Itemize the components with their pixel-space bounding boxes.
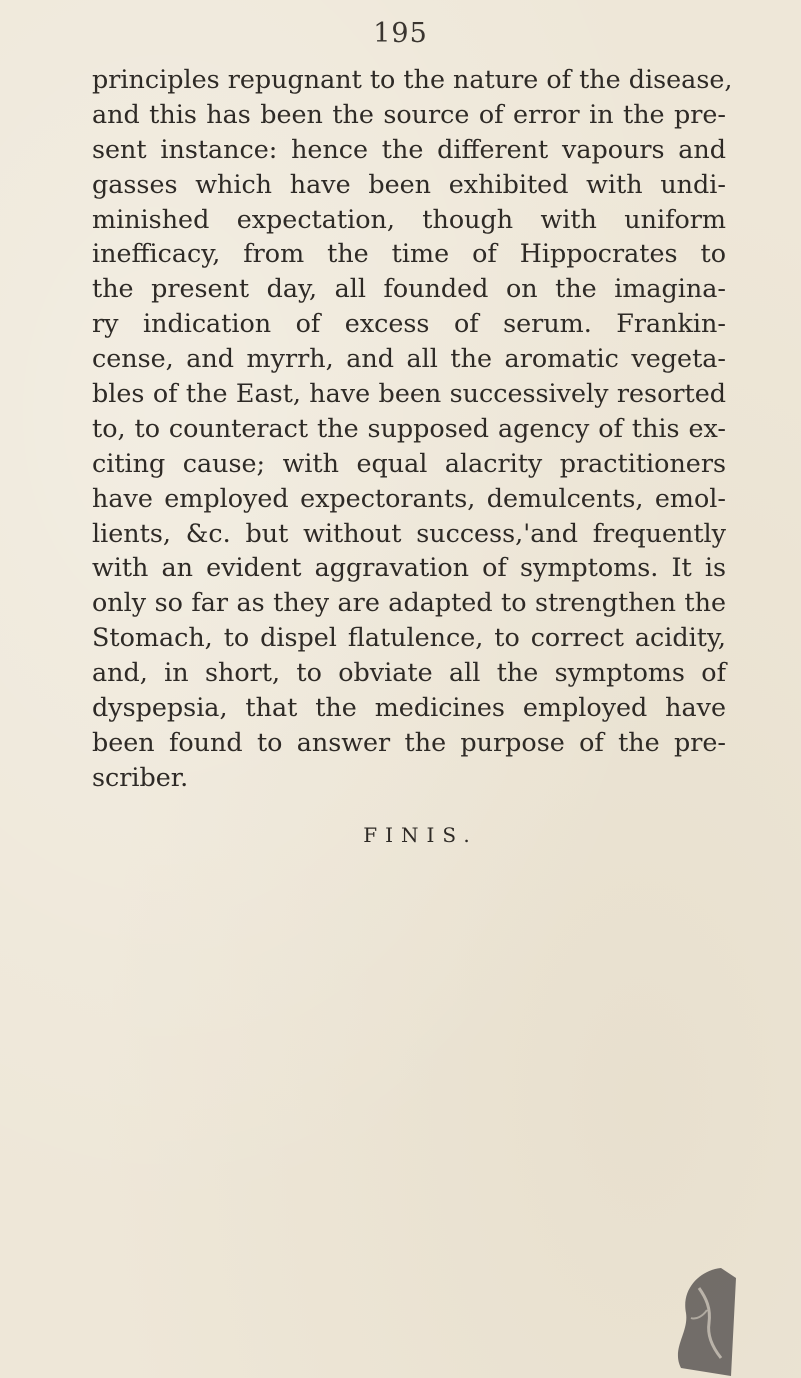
text-line: and this has been the source of error in the pre- (92, 98, 726, 129)
library-stamp-icon (651, 1258, 741, 1378)
text-line: been found to answer the purpose of the pre- (92, 726, 726, 757)
text-line: scriber. (92, 761, 189, 792)
text-line: dyspepsia, that the medicines employed have (92, 692, 726, 723)
text-line: ry indication of excess of serum. Frankin- (92, 308, 726, 339)
text-line: to, to counteract the supposed agency of this ex- (92, 412, 726, 443)
body-text (92, 62, 733, 795)
page-number: 195 (373, 18, 428, 49)
text-line: cense, and myrrh, and all the aromatic vegeta- (92, 343, 726, 374)
text-line: gasses which have been exhibited with undi- (92, 168, 726, 199)
text-line: the present day, all founded on the imagina- (92, 273, 726, 304)
text-line: bles of the East, have been successively resorted (92, 378, 726, 409)
text-line: have employed expectorants, demulcents, emol- (92, 482, 726, 513)
text-line: minished expectation, though with uniform (92, 203, 726, 234)
text-line: with an evident aggravation of symptoms. It is (92, 552, 726, 583)
text-line: principles repugnant to the nature of the disease, (92, 64, 733, 94)
text-line: Stomach, to dispel flatulence, to correct acidity, (92, 622, 726, 653)
text-line: only so far as they are adapted to strengthen the (92, 587, 726, 618)
finis-closing: FINIS. (363, 823, 478, 847)
text-line: inefficacy, from the time of Hippocrates to (92, 238, 726, 269)
text-line: lients, &c. but without success,'and frequently (92, 517, 726, 548)
text-line: sent instance: hence the different vapours and (92, 133, 726, 164)
text-line: citing cause; with equal alacrity practitioners (92, 447, 726, 478)
text-line: and, in short, to obviate all the symptoms of (92, 657, 726, 688)
